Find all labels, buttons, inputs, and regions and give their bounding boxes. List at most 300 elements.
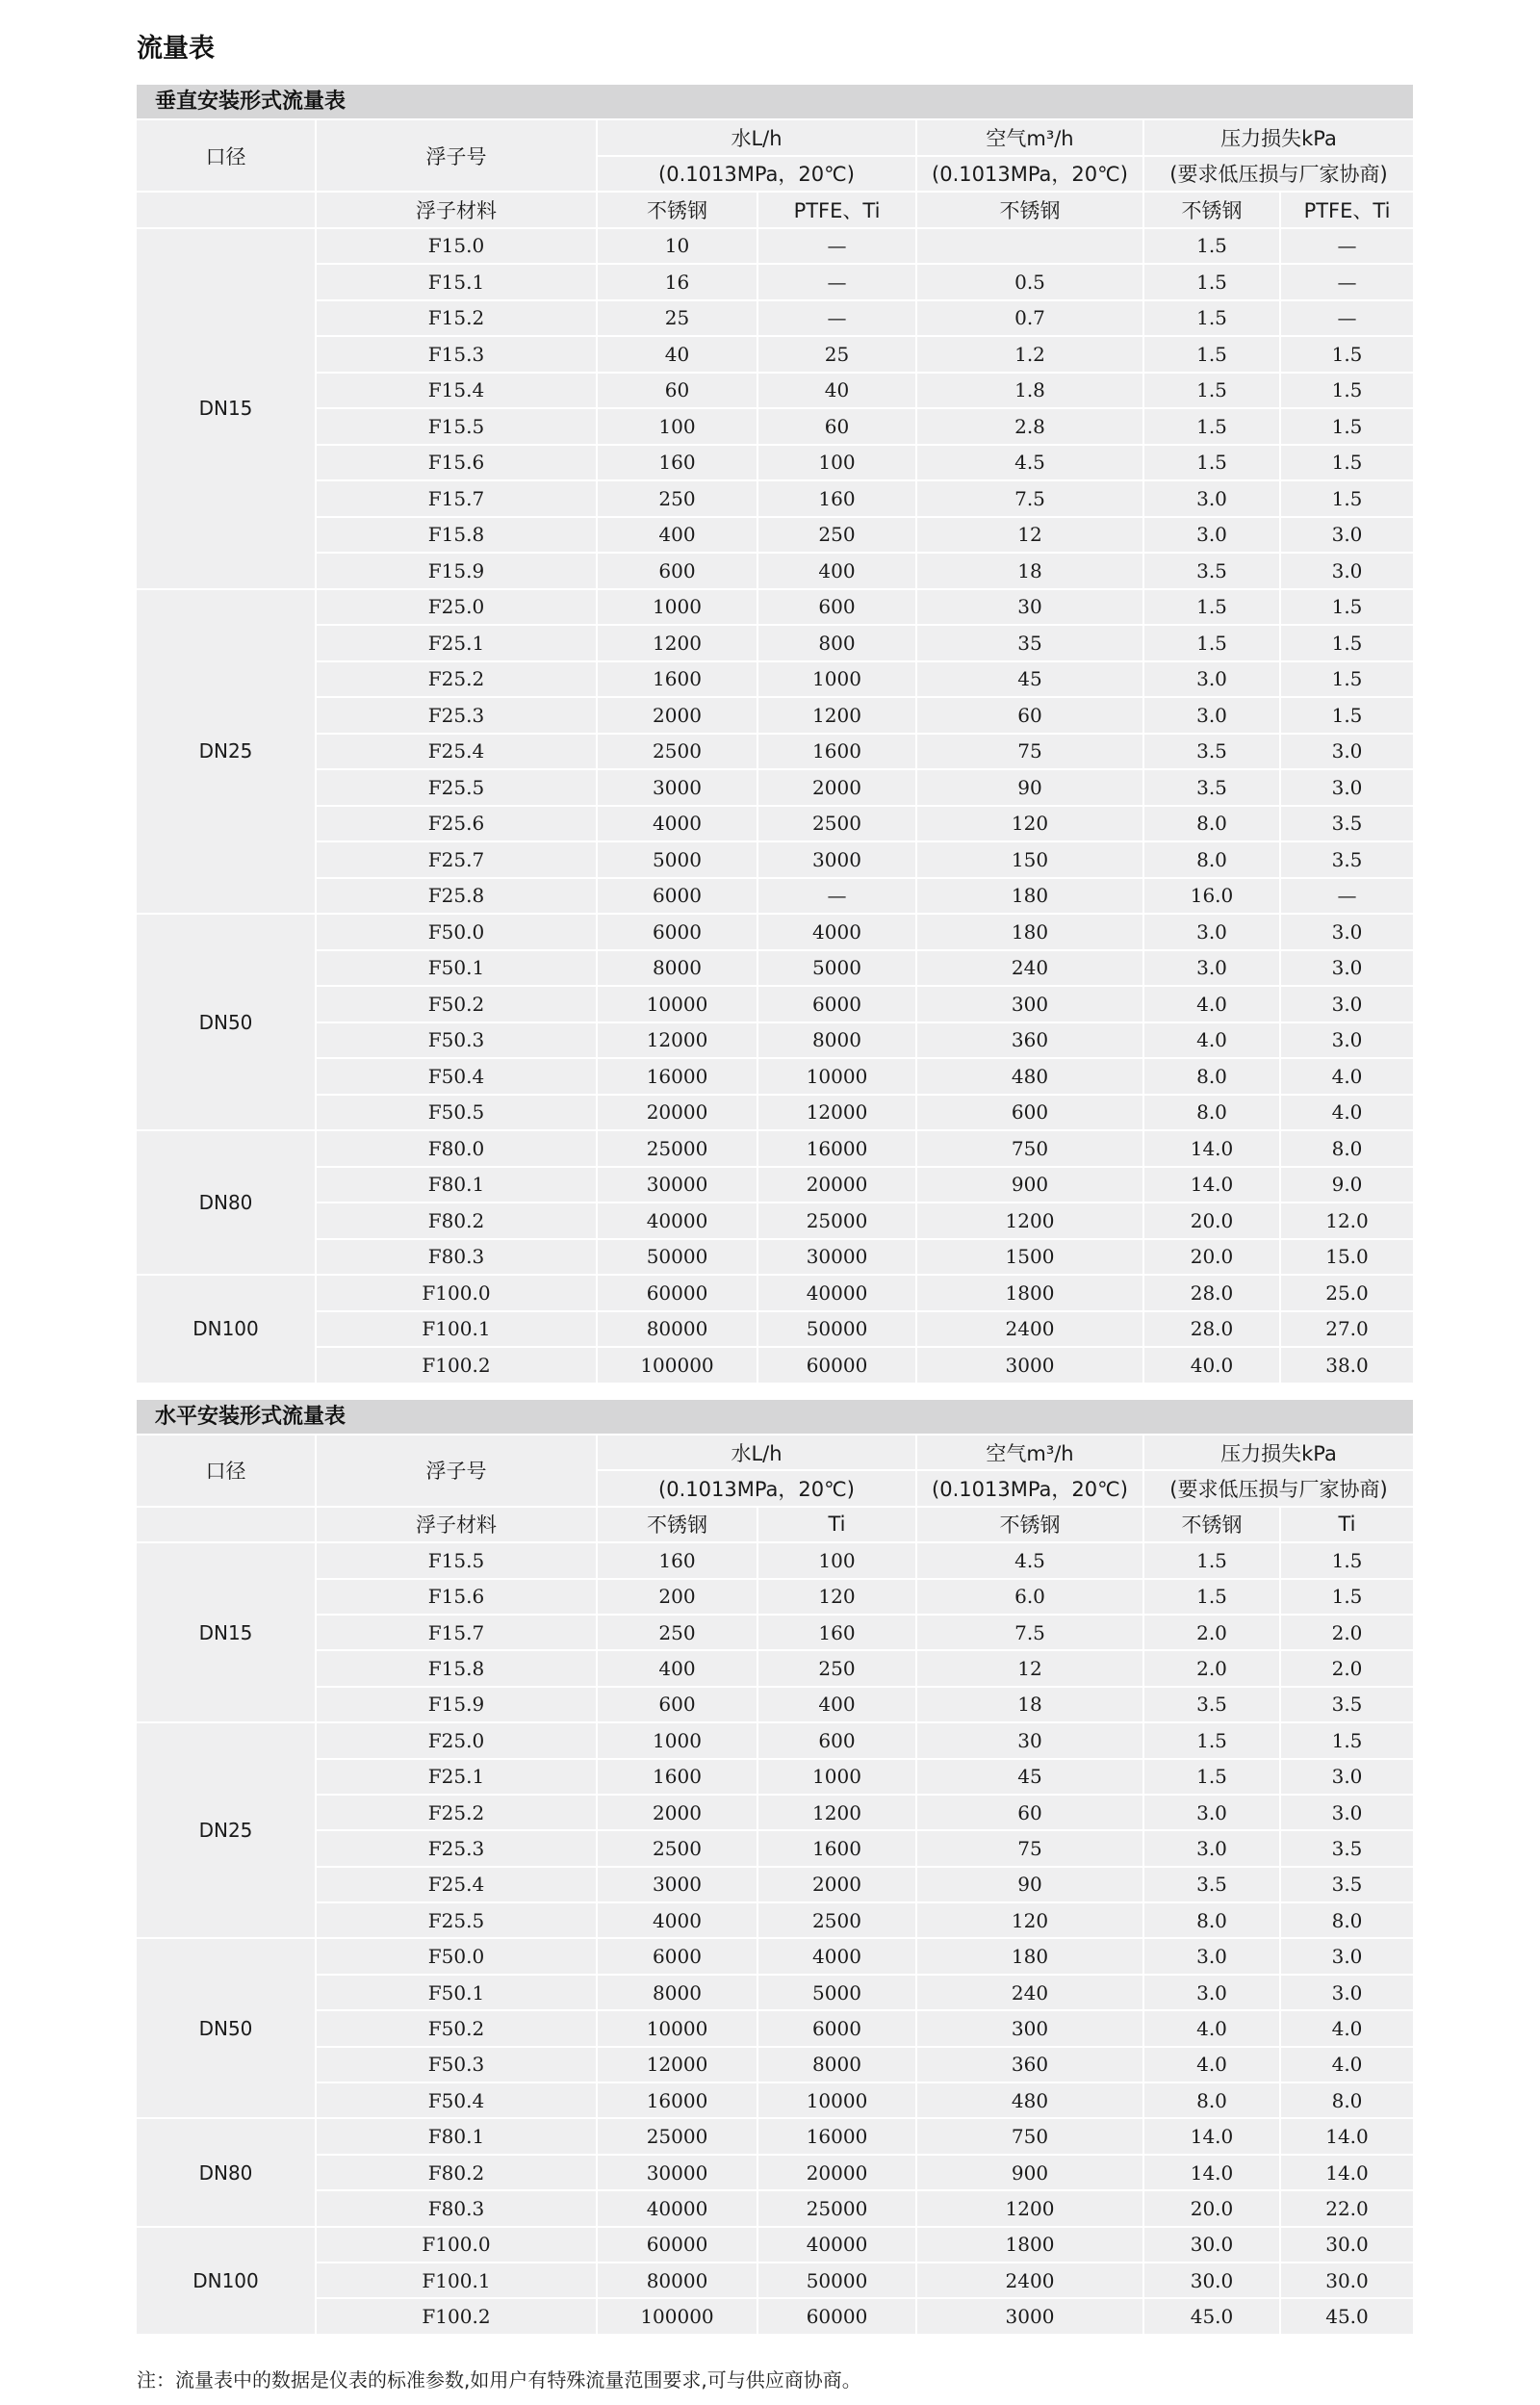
table-cell: F50.3 (317, 1023, 596, 1058)
table-cell: 750 (917, 1131, 1142, 1166)
table-cell: F50.0 (317, 915, 596, 949)
table-cell: 1.5 (1281, 446, 1413, 480)
table-cell: 2.8 (917, 409, 1142, 444)
size-cell: DN15 (137, 1543, 315, 1721)
table-row (137, 337, 1413, 372)
table-cell: 40000 (758, 1276, 915, 1310)
table-cell: F15.1 (317, 265, 596, 299)
table-cell: 8000 (758, 1023, 915, 1058)
table-cell: 3.0 (1281, 1976, 1413, 2009)
table-row (137, 698, 1413, 733)
table-cell: 3.5 (1281, 1868, 1413, 1901)
table-cell: 22.0 (1281, 2191, 1413, 2225)
table-cell: 4.5 (917, 446, 1142, 480)
table-cell: 8.0 (1144, 1096, 1279, 1130)
table-cell: 1.5 (1281, 1580, 1413, 1614)
table-cell: F15.6 (317, 446, 596, 480)
material-alt-water: PTFE、Ti (758, 193, 915, 227)
table-cell: 8000 (598, 1976, 757, 2009)
table-cell: 3.0 (1281, 770, 1413, 805)
table-cell: 1.5 (1144, 1760, 1279, 1794)
col-header-material: 浮子材料 (317, 193, 596, 227)
table-row (137, 770, 1413, 805)
table-row (137, 1059, 1413, 1094)
table-cell: 240 (917, 1976, 1142, 2009)
table-cell: 1.5 (1281, 626, 1413, 660)
table-cell: 30000 (598, 2156, 757, 2189)
table-row (137, 229, 1413, 264)
table-cell: 3.5 (1144, 735, 1279, 769)
table-cell: F50.2 (317, 2011, 596, 2045)
table-cell: 0.5 (917, 265, 1142, 299)
table-cell: 120 (917, 1903, 1142, 1937)
table-cell: 160 (598, 1543, 757, 1577)
table-cell: 3.5 (1144, 1868, 1279, 1901)
table-cell: F15.0 (317, 229, 596, 264)
table-cell: F15.7 (317, 481, 596, 516)
table-cell: 30.0 (1144, 2263, 1279, 2297)
table-cell: 16000 (598, 1059, 757, 1094)
table-cell: F15.5 (317, 409, 596, 444)
table-cell: F80.3 (317, 1240, 596, 1275)
footnote: 注：流量表中的数据是仪表的标准参数,如用户有特殊流量范围要求,可与供应商协商。 (137, 2368, 861, 2392)
table-cell: 160 (758, 481, 915, 516)
table-cell: 6000 (598, 915, 757, 949)
table-cell: 1800 (917, 2228, 1142, 2262)
table-cell: F25.0 (317, 1723, 596, 1757)
table-cell: 8.0 (1144, 2083, 1279, 2117)
table-row (137, 374, 1413, 408)
table-cell: F50.4 (317, 1059, 596, 1094)
material-spacer (137, 193, 315, 227)
table-cell: F15.9 (317, 554, 596, 588)
table-cell: 1.5 (1281, 1723, 1413, 1757)
table-cell: 27.0 (1281, 1312, 1413, 1347)
table-row (137, 1903, 1413, 1937)
table-cell: F50.1 (317, 951, 596, 986)
table-cell: 6000 (598, 1939, 757, 1973)
table-cell: 8.0 (1144, 1059, 1279, 1094)
table-cell: F50.2 (317, 987, 596, 1021)
table-cell: 1.5 (1281, 1543, 1413, 1577)
table-cell: 8.0 (1281, 1903, 1413, 1937)
table-cell: 16000 (598, 2083, 757, 2117)
table-row (137, 301, 1413, 336)
table-cell: 3.5 (1144, 1688, 1279, 1721)
table-cell: 3000 (917, 1348, 1142, 1383)
col-header-size: 口径 (137, 1435, 315, 1506)
table-cell: 1.5 (1144, 265, 1279, 299)
table-cell: 100 (758, 1543, 915, 1577)
table-cell: 3.5 (1281, 1688, 1413, 1721)
table-cell: F15.4 (317, 374, 596, 408)
table-cell: 2400 (917, 1312, 1142, 1347)
material-ss-air: 不锈钢 (917, 193, 1142, 227)
table-cell: 5000 (598, 842, 757, 877)
table-row (137, 2048, 1413, 2082)
table-cell: 20.0 (1144, 1240, 1279, 1275)
table-row (137, 481, 1413, 516)
table-cell: 100 (758, 446, 915, 480)
table-cell: 8.0 (1144, 1903, 1279, 1937)
table-cell: 12.0 (1281, 1203, 1413, 1238)
table-cell: 1800 (917, 1276, 1142, 1310)
table-cell: 10000 (758, 2083, 915, 2117)
table-cell: F15.2 (317, 301, 596, 336)
table-cell: 2000 (758, 770, 915, 805)
table-cell: 2000 (758, 1868, 915, 1901)
table-cell: 3.0 (1144, 518, 1279, 553)
table-cell: 1.5 (1144, 446, 1279, 480)
table-cell: 3.5 (1281, 842, 1413, 877)
table-row (137, 590, 1413, 625)
table-cell: 28.0 (1144, 1312, 1279, 1347)
table-row (137, 951, 1413, 986)
table-cell: — (758, 301, 915, 336)
size-cell: DN15 (137, 229, 315, 588)
table-cell: 360 (917, 2048, 1142, 2082)
table-cell: 1.5 (1144, 1543, 1279, 1577)
table-cell: 90 (917, 1868, 1142, 1901)
table-row (137, 1796, 1413, 1829)
pressure-loss-note: (要求低压损与厂家协商) (1144, 1471, 1413, 1505)
table-cell: 40 (598, 337, 757, 372)
table-cell: 12000 (598, 2048, 757, 2082)
material-alt-loss: PTFE、Ti (1281, 193, 1413, 227)
table-cell: 5000 (758, 951, 915, 986)
table-cell: F100.2 (317, 1348, 596, 1383)
table-cell: 25 (598, 301, 757, 336)
table-cell: 12 (917, 1651, 1142, 1685)
table-cell: 40 (758, 374, 915, 408)
table-cell: 1.5 (1281, 409, 1413, 444)
table-cell: 60 (917, 1796, 1142, 1829)
table-cell: 60000 (598, 1276, 757, 1310)
table-row (137, 1580, 1413, 1614)
table-cell: F15.6 (317, 1580, 596, 1614)
table-cell: 2400 (917, 2263, 1142, 2297)
table-cell: 25000 (758, 2191, 915, 2225)
material-ss-loss: 不锈钢 (1144, 1508, 1279, 1541)
table-cell: 100000 (598, 1348, 757, 1383)
table-cell: F50.0 (317, 1939, 596, 1973)
table-cell: 3000 (917, 2299, 1142, 2333)
water-condition: (0.1013MPa，20℃) (598, 157, 915, 192)
table-row (137, 1760, 1413, 1794)
table-cell: 20000 (758, 1168, 915, 1202)
table-cell: 900 (917, 2156, 1142, 2189)
table-cell: 300 (917, 2011, 1142, 2045)
table-cell: 10000 (598, 987, 757, 1021)
table-cell: 600 (758, 1723, 915, 1757)
table-cell: — (758, 265, 915, 299)
table-row (137, 554, 1413, 588)
table-cell: F25.2 (317, 662, 596, 697)
table-cell: 40.0 (1144, 1348, 1279, 1383)
table-cell: 25.0 (1281, 1276, 1413, 1310)
table-cell: 1.5 (1281, 337, 1413, 372)
table-row (137, 807, 1413, 841)
material-header-row (137, 193, 1413, 227)
col-header-material: 浮子材料 (317, 1508, 596, 1541)
table-row (137, 1203, 1413, 1238)
table-row (137, 1868, 1413, 1901)
table-row (137, 1168, 1413, 1202)
table-cell: 25000 (598, 2119, 757, 2153)
table-cell: 1.5 (1144, 409, 1279, 444)
table-cell: 14.0 (1144, 2156, 1279, 2189)
table-cell: 60000 (758, 1348, 915, 1383)
section-title-vertical: 垂直安装形式流量表 (137, 85, 1413, 118)
table-cell: 4.0 (1144, 2011, 1279, 2045)
table-cell: 120 (758, 1580, 915, 1614)
table-cell: 4.0 (1281, 2048, 1413, 2082)
table-cell: 30 (917, 1723, 1142, 1757)
table-cell: F25.6 (317, 807, 596, 841)
table-cell: — (758, 229, 915, 264)
col-header-pressure-loss: 压力损失kPa (1144, 120, 1413, 155)
table-cell: F15.3 (317, 337, 596, 372)
table-cell: 1200 (758, 698, 915, 733)
table-cell: 4.0 (1144, 2048, 1279, 2082)
table-row (137, 2083, 1413, 2117)
table-cell: 8.0 (1144, 842, 1279, 877)
table-cell: F100.0 (317, 1276, 596, 1310)
material-ss-water: 不锈钢 (598, 193, 757, 227)
table-cell: F25.8 (317, 879, 596, 914)
table-cell: 30 (917, 590, 1142, 625)
table-cell: 0.7 (917, 301, 1142, 336)
table-cell: 4.0 (1281, 1096, 1413, 1130)
table-cell: 6000 (758, 2011, 915, 2045)
table-row (137, 2119, 1413, 2153)
table-cell: 240 (917, 951, 1142, 986)
table-cell: 3.0 (1144, 1939, 1279, 1973)
table-row (137, 2228, 1413, 2262)
table-cell: 1.5 (1281, 662, 1413, 697)
table-cell: 1.5 (1144, 301, 1279, 336)
table-cell: 160 (758, 1616, 915, 1649)
table-cell: 1.5 (1281, 698, 1413, 733)
table-cell: 38.0 (1281, 1348, 1413, 1383)
table-cell: 25 (758, 337, 915, 372)
table-cell: 1600 (598, 1760, 757, 1794)
table-cell: 180 (917, 1939, 1142, 1973)
table-cell: 60 (917, 698, 1142, 733)
table-cell: 20.0 (1144, 1203, 1279, 1238)
table-cell: 3.5 (1144, 554, 1279, 588)
table-cell: 50000 (758, 1312, 915, 1347)
table-cell: 1.5 (1144, 337, 1279, 372)
table-cell: 45 (917, 1760, 1142, 1794)
table-cell: F50.4 (317, 2083, 596, 2117)
table-row (137, 626, 1413, 660)
table-cell: 75 (917, 1831, 1142, 1865)
table-cell: 250 (758, 518, 915, 553)
table-cell: 3.0 (1281, 987, 1413, 1021)
table-cell: 6.0 (917, 1580, 1142, 1614)
table-cell: 7.5 (917, 481, 1142, 516)
table-cell: 18 (917, 554, 1142, 588)
flow-table-vertical (135, 118, 1415, 1384)
table-cell: 1600 (758, 1831, 915, 1865)
table-cell: 150 (917, 842, 1142, 877)
table-cell: 3.0 (1281, 518, 1413, 553)
table-cell: F15.7 (317, 1616, 596, 1649)
table-cell: — (1281, 301, 1413, 336)
table-cell: 6000 (758, 987, 915, 1021)
table-cell: 20000 (758, 2156, 915, 2189)
table-row (137, 879, 1413, 914)
table-cell: 60 (598, 374, 757, 408)
table-cell: F100.0 (317, 2228, 596, 2262)
table-row (137, 1240, 1413, 1275)
table-cell: 3.0 (1281, 1939, 1413, 1973)
table-cell: F25.3 (317, 698, 596, 733)
material-ss-loss: 不锈钢 (1144, 193, 1279, 227)
size-cell: DN80 (137, 2119, 315, 2225)
table-cell: 1200 (598, 626, 757, 660)
table-row (137, 1723, 1413, 1757)
table-cell: — (1281, 265, 1413, 299)
table-cell: 4000 (758, 915, 915, 949)
table-cell: 60000 (758, 2299, 915, 2333)
table-cell: 200 (598, 1580, 757, 1614)
col-header-float-no: 浮子号 (317, 1435, 596, 1506)
table-cell: 3.5 (1281, 1831, 1413, 1865)
table-cell: 16.0 (1144, 879, 1279, 914)
material-alt-water: Ti (758, 1508, 915, 1541)
table-cell: F50.1 (317, 1976, 596, 2009)
table-cell: — (1281, 229, 1413, 264)
table-cell: 600 (598, 1688, 757, 1721)
table-cell: F80.0 (317, 1131, 596, 1166)
table-row (137, 1831, 1413, 1865)
table-cell: 8.0 (1144, 807, 1279, 841)
table-cell: 2.0 (1144, 1651, 1279, 1685)
table-cell: 3.0 (1144, 1976, 1279, 2009)
table-cell: F25.7 (317, 842, 596, 877)
table-cell: 10000 (758, 1059, 915, 1094)
table-cell: 5000 (758, 1976, 915, 2009)
vertical-flow-table-section (137, 85, 1413, 1384)
table-cell: 16000 (758, 1131, 915, 1166)
table-row (137, 2156, 1413, 2189)
table-cell: 12000 (598, 1023, 757, 1058)
table-cell: 25000 (598, 1131, 757, 1166)
table-row (137, 1616, 1413, 1649)
table-cell: 3.0 (1144, 1796, 1279, 1829)
table-cell: 4000 (598, 807, 757, 841)
material-alt-loss: Ti (1281, 1508, 1413, 1541)
table-cell: 30.0 (1281, 2263, 1413, 2297)
table-cell: 2500 (758, 807, 915, 841)
table-cell: 3.0 (1144, 1831, 1279, 1865)
table-cell: 3.0 (1144, 481, 1279, 516)
col-header-air: 空气m³/h (917, 1435, 1142, 1469)
table-row (137, 2191, 1413, 2225)
table-cell: 12 (917, 518, 1142, 553)
table-cell: 90 (917, 770, 1142, 805)
table-row (137, 1976, 1413, 2009)
table-cell: 400 (598, 518, 757, 553)
col-header-air: 空气m³/h (917, 120, 1142, 155)
table-cell: 360 (917, 1023, 1142, 1058)
table-cell: 1.5 (1144, 1580, 1279, 1614)
table-cell: F25.3 (317, 1831, 596, 1865)
size-cell: DN50 (137, 1939, 315, 2117)
horizontal-flow-table-section (137, 1400, 1413, 2336)
table-cell: 2500 (598, 1831, 757, 1865)
table-cell: 3.0 (1281, 735, 1413, 769)
table-cell (917, 229, 1142, 264)
table-cell: 30000 (598, 1168, 757, 1202)
table-cell: 3.0 (1144, 698, 1279, 733)
table-cell: 480 (917, 1059, 1142, 1094)
table-cell: 120 (917, 807, 1142, 841)
table-cell: 30000 (758, 1240, 915, 1275)
table-cell: 4.0 (1281, 1059, 1413, 1094)
table-cell: 4.5 (917, 1543, 1142, 1577)
table-cell: 1.5 (1281, 481, 1413, 516)
table-cell: 3.0 (1281, 1796, 1413, 1829)
table-cell: 80000 (598, 1312, 757, 1347)
table-cell: 1.5 (1144, 1723, 1279, 1757)
table-cell: 30.0 (1281, 2228, 1413, 2262)
table-cell: 14.0 (1144, 2119, 1279, 2153)
table-cell: 800 (758, 626, 915, 660)
table-cell: 2000 (598, 698, 757, 733)
table-cell: 3.0 (1281, 915, 1413, 949)
table-cell: 160 (598, 446, 757, 480)
col-header-size: 口径 (137, 120, 315, 191)
table-row (137, 915, 1413, 949)
table-cell: F100.2 (317, 2299, 596, 2333)
table-row (137, 1543, 1413, 1577)
size-cell: DN25 (137, 1723, 315, 1937)
table-row (137, 1348, 1413, 1383)
table-cell: 3.0 (1144, 915, 1279, 949)
table-cell: 600 (917, 1096, 1142, 1130)
table-row (137, 446, 1413, 480)
table-row (137, 518, 1413, 553)
table-row (137, 1312, 1413, 1347)
table-cell: F50.3 (317, 2048, 596, 2082)
table-cell: 6000 (598, 879, 757, 914)
table-cell: 3.0 (1281, 951, 1413, 986)
table-cell: 40000 (598, 1203, 757, 1238)
table-cell: 480 (917, 2083, 1142, 2117)
table-cell: 60000 (598, 2228, 757, 2262)
table-cell: F25.0 (317, 590, 596, 625)
table-cell: 750 (917, 2119, 1142, 2153)
table-cell: 8.0 (1281, 2083, 1413, 2117)
table-cell: 400 (758, 1688, 915, 1721)
col-header-float-no: 浮子号 (317, 120, 596, 191)
size-cell: DN25 (137, 590, 315, 914)
table-cell: 7.5 (917, 1616, 1142, 1649)
table-cell: 50000 (598, 1240, 757, 1275)
table-cell: 45.0 (1281, 2299, 1413, 2333)
table-cell: 18 (917, 1688, 1142, 1721)
table-cell: 1600 (598, 662, 757, 697)
table-cell: 400 (598, 1651, 757, 1685)
table-cell: 30.0 (1144, 2228, 1279, 2262)
table-cell: 3000 (598, 770, 757, 805)
table-cell: 1000 (598, 590, 757, 625)
table-cell: 40000 (598, 2191, 757, 2225)
table-cell: 14.0 (1144, 1168, 1279, 1202)
